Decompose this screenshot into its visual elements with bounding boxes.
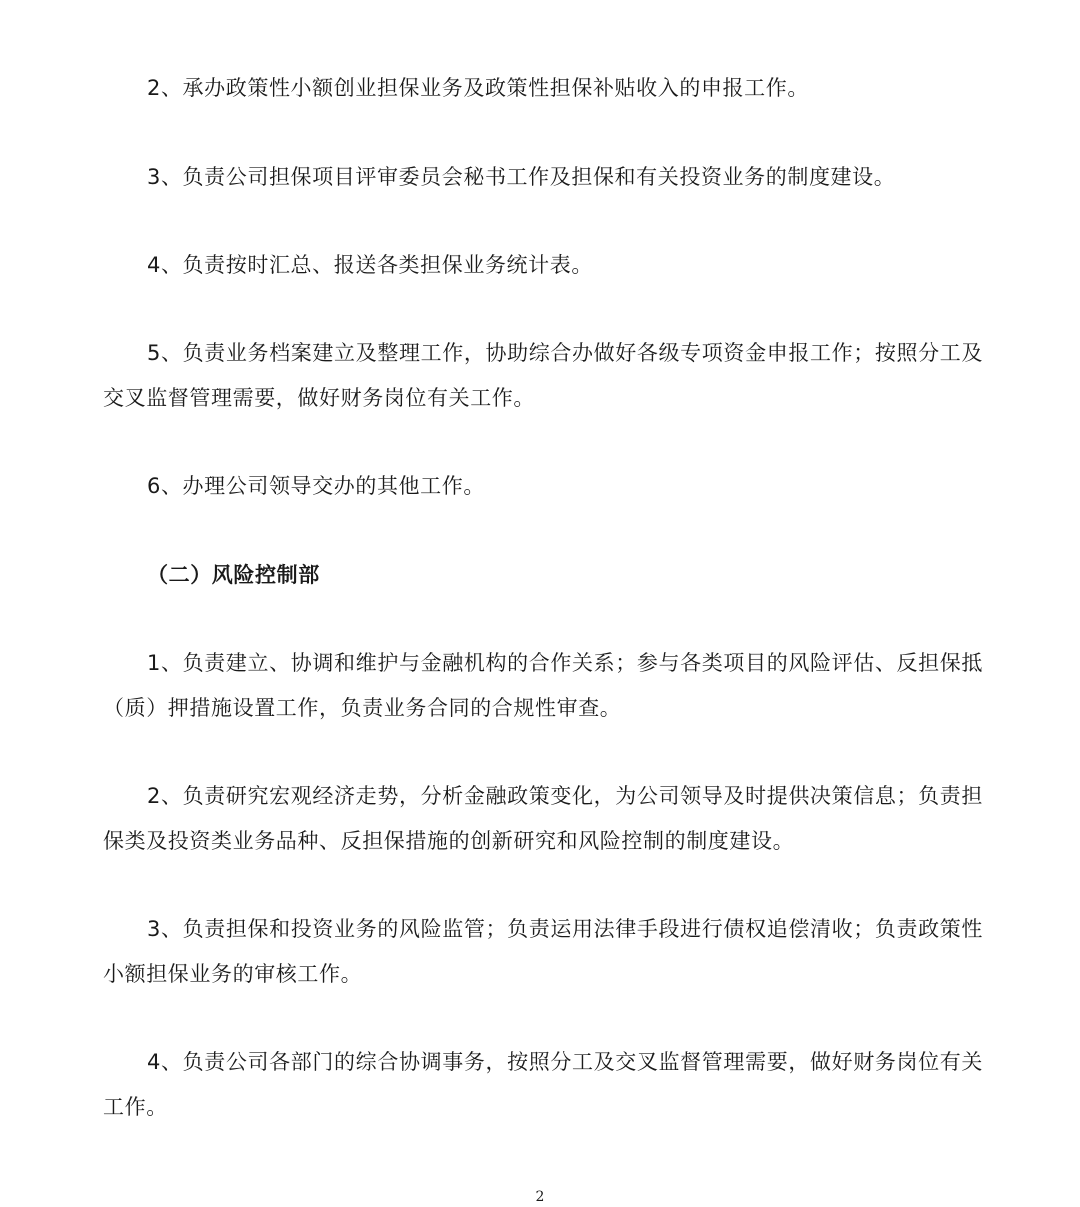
paragraph-item-5: 5、负责业务档案建立及整理工作，协助综合办做好各级专项资金申报工作；按照分工及交叉监督管理需要，做好财务岗位有关工作。 — [103, 341, 983, 410]
section-heading-risk-control: （二）风险控制部 — [147, 563, 320, 587]
paragraph-item-6: 6、办理公司领导交办的其他工作。 — [147, 474, 485, 498]
paragraph-item-3: 3、负责公司担保项目评审委员会秘书工作及担保和有关投资业务的制度建设。 — [147, 165, 896, 189]
risk-paragraph-3: 3、负责担保和投资业务的风险监管；负责运用法律手段进行债权追偿清收；负责政策性小额担保业务的审核工作。 — [103, 917, 983, 986]
paragraph-item-4: 4、负责按时汇总、报送各类担保业务统计表。 — [147, 253, 593, 277]
risk-paragraph-4: 4、负责公司各部门的综合协调事务，按照分工及交叉监督管理需要，做好财务岗位有关工作。 — [103, 1050, 983, 1119]
risk-paragraph-1: 1、负责建立、协调和维护与金融机构的合作关系；参与各类项目的风险评估、反担保抵（质）押措施设置工作，负责业务合同的合规性审查。 — [103, 651, 983, 720]
page-number: 2 — [535, 1189, 545, 1205]
risk-paragraph-2: 2、负责研究宏观经济走势，分析金融政策变化，为公司领导及时提供决策信息；负责担保类及投资类业务品种、反担保措施的创新研究和风险控制的制度建设。 — [103, 784, 983, 853]
paragraph-item-2: 2、承办政策性小额创业担保业务及政策性担保补贴收入的申报工作。 — [147, 76, 809, 100]
